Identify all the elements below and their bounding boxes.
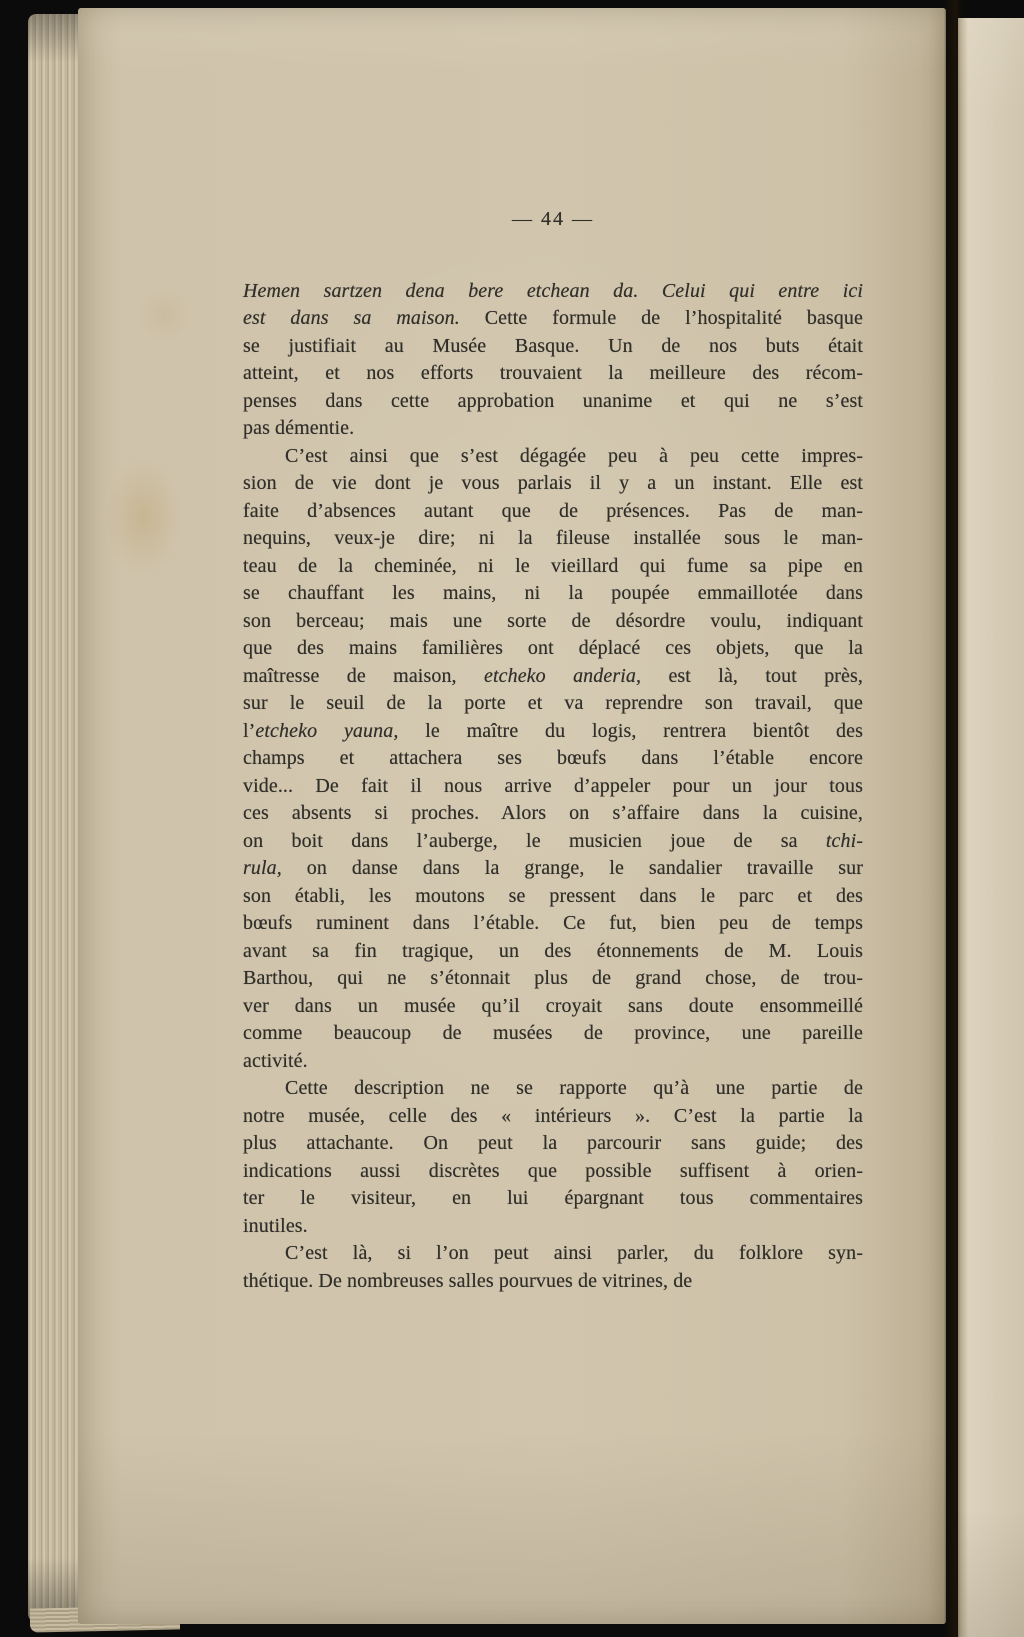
text-line	[243, 828, 863, 856]
text-line	[243, 608, 863, 636]
text-line	[243, 1103, 863, 1131]
text-segment: Cette formule de l’hospitalité basque	[459, 307, 863, 329]
text-segment: se chauffant les mains, ni la poupée emmaillotée dans	[243, 582, 863, 604]
text-line	[243, 415, 863, 443]
text-line	[243, 580, 863, 608]
text-segment: Barthou, qui ne s’étonnait plus de grand chose, de trou-	[243, 967, 863, 989]
text-line	[243, 1185, 863, 1213]
text-line	[243, 443, 863, 471]
italic-text-segment: rula,	[243, 857, 282, 879]
text-segment: sion de vie dont je vous parlais il y a un instant. Elle est	[243, 472, 863, 494]
text-line	[243, 553, 863, 581]
text-segment: son berceau; mais une sorte de désordre voulu, indiquant	[243, 609, 863, 632]
text-line	[243, 773, 863, 801]
text-line	[243, 1020, 863, 1048]
italic-text-segment: etcheko anderia,	[483, 664, 642, 687]
text-segment: teau de la cheminée, ni le vieillard qui fume sa pipe en	[243, 554, 863, 577]
text-segment: notre musée, celle des « intérieurs ». C’est la partie la	[243, 1104, 863, 1127]
text-line	[243, 993, 863, 1021]
text-segment: ver dans un musée qu’il croyait sans doute ensommeillé	[243, 994, 863, 1017]
next-page-edge	[958, 18, 1024, 1637]
text-segment: penses dans cette approbation unanime et qui ne s’est	[243, 389, 863, 412]
text-line	[243, 278, 863, 306]
text-line	[243, 690, 863, 718]
text-segment: C’est là, si l’on peut ainsi parler, du folklore syn-	[285, 1242, 863, 1264]
page-text-block	[243, 206, 863, 1295]
text-line	[243, 800, 863, 828]
paragraph	[243, 278, 863, 443]
text-line	[243, 718, 863, 746]
italic-text-segment: tchi-	[825, 829, 863, 852]
text-line	[243, 1075, 863, 1103]
text-segment: maîtresse de maison,	[243, 664, 484, 687]
text-segment: indications aussi discrètes que possible suffisent à orien-	[243, 1159, 863, 1182]
text-segment: est là, tout près,	[641, 664, 864, 687]
text-segment: que des mains familières ont déplacé ces objets, que la	[243, 637, 863, 659]
text-segment: pas démentie.	[243, 417, 355, 439]
text-segment: ter le visiteur, en lui épargnant tous commentaires	[243, 1187, 863, 1209]
text-line	[243, 525, 863, 553]
text-body	[243, 278, 863, 1296]
text-segment: champs et attachera ses bœufs dans l’étable encore	[243, 747, 863, 769]
text-line	[243, 1213, 863, 1241]
text-line	[243, 1268, 863, 1296]
text-line	[243, 635, 863, 663]
text-segment: plus attachante. On peut la parcourir sans guide; des	[243, 1132, 863, 1154]
text-segment: ces absents si proches. Alors on s’affaire dans la cuisine,	[243, 802, 863, 824]
text-line	[243, 388, 863, 416]
italic-text-segment: etcheko yauna,	[255, 719, 399, 742]
text-line	[243, 855, 863, 883]
text-line	[243, 938, 863, 966]
text-segment: on danse dans la grange, le sandalier travaille sur	[281, 857, 863, 879]
text-segment: activité.	[243, 1049, 308, 1072]
book-page	[78, 8, 946, 1624]
paragraph	[243, 443, 863, 1076]
text-line	[243, 333, 863, 361]
text-line	[243, 910, 863, 938]
text-segment: thétique. De nombreuses salles pourvues de vitrines, de	[243, 1269, 693, 1292]
paragraph	[243, 1240, 863, 1295]
text-segment: inutiles.	[243, 1214, 308, 1237]
text-segment: atteint, et nos efforts trouvaient la meilleure des récom-	[243, 362, 863, 384]
text-segment: comme beaucoup de musées de province, une pareille	[243, 1022, 863, 1044]
italic-text-segment: est dans sa maison.	[243, 307, 460, 329]
text-segment: faite d’absences autant que de présences. Pas de man-	[243, 499, 863, 522]
paragraph	[243, 1075, 863, 1240]
text-segment: l’	[243, 719, 256, 742]
italic-text-segment: Hemen sartzen dena bere etchean da. Celui qui entre ici	[243, 279, 863, 302]
text-segment: le maître du logis, rentrera bientôt des	[398, 719, 864, 742]
text-segment: vide... De fait il nous arrive d’appeler pour un jour tous	[243, 774, 863, 797]
text-line	[243, 305, 863, 333]
text-line	[243, 883, 863, 911]
text-line	[243, 965, 863, 993]
text-line	[243, 1240, 863, 1268]
text-segment: avant sa fin tragique, un des étonnements de M. Louis	[243, 939, 863, 962]
text-segment: sur le seuil de la porte et va reprendre son travail, que	[243, 692, 863, 714]
text-line	[243, 745, 863, 773]
text-line	[243, 498, 863, 526]
text-segment: nequins, veux-je dire; ni la fileuse installée sous le man-	[243, 527, 863, 549]
text-line	[243, 360, 863, 388]
text-line	[243, 1130, 863, 1158]
text-segment: C’est ainsi que s’est dégagée peu à peu cette impres-	[285, 444, 863, 467]
text-segment: on boit dans l’auberge, le musicien joue de sa	[243, 829, 826, 852]
text-segment: Cette description ne se rapporte qu’à une partie de	[285, 1077, 863, 1099]
text-segment: bœufs ruminent dans l’étable. Ce fut, bien peu de temps	[243, 912, 863, 934]
text-segment: son établi, les moutons se pressent dans le parc et des	[243, 884, 863, 907]
text-segment: se justifiait au Musée Basque. Un de nos buts était	[243, 334, 863, 357]
text-line	[243, 1048, 863, 1076]
text-line	[243, 1158, 863, 1186]
page-number: — 44 —	[512, 208, 594, 230]
text-line	[243, 470, 863, 498]
text-line	[243, 663, 863, 691]
